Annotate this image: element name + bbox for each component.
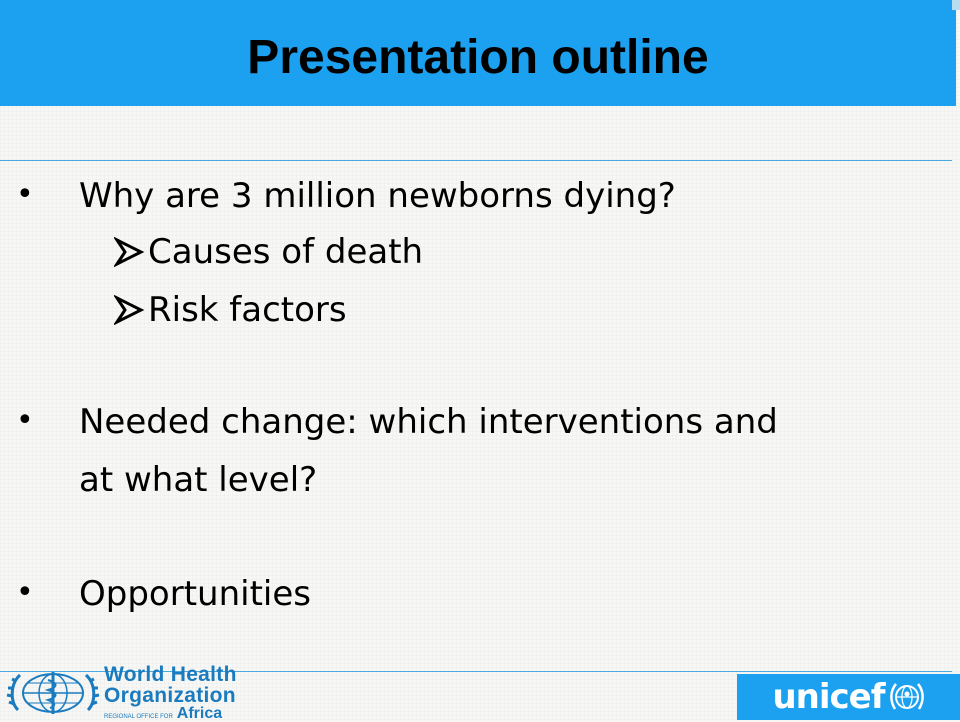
who-line1: World Health [104,663,237,686]
sub-item-text: Causes of death [148,232,424,272]
who-emblem-icon [6,668,100,718]
sub-item-text: Risk factors [148,290,347,330]
unicef-logo [737,674,960,720]
sub-item-causes [114,224,423,280]
sub-item-risk [114,282,347,338]
bullet-marker: • [16,177,34,212]
bullet-text: Opportunities [79,574,311,614]
arrow-bullet-icon [114,237,146,267]
who-region-small: REGIONAL OFFICE FOR [104,714,173,720]
who-line2: Organization [104,684,236,707]
arrow-bullet-icon [114,295,146,325]
title-bar [0,0,956,106]
bullet-marker: • [16,403,34,438]
who-wordmark [104,664,237,722]
bullet-text-line2: at what level? [79,460,318,500]
who-region-name: Africa [176,705,223,722]
unicef-wordmark: unicef [772,677,885,717]
title-bar-corner [952,0,960,10]
bullet-text: Why are 3 million newborns dying? [79,176,676,216]
unicef-emblem-icon [889,679,925,715]
bullet-marker: • [16,575,34,610]
bullet-text-line1: Needed change: which interventions and [79,402,778,442]
top-divider [0,160,952,161]
slide-title: Presentation outline [247,30,709,84]
who-logo [6,663,276,722]
